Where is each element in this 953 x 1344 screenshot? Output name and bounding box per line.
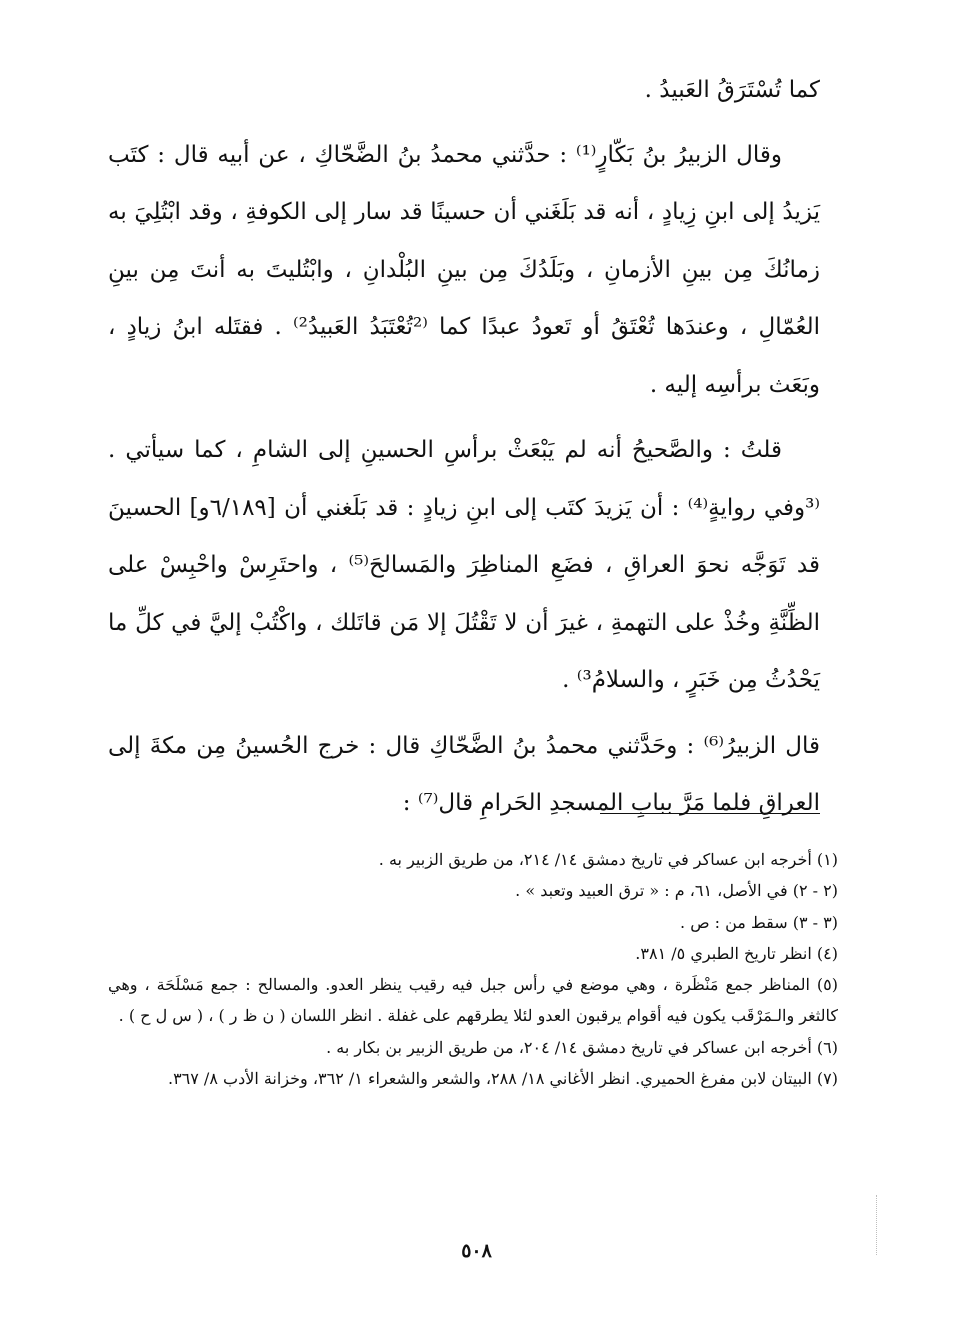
paragraph-zubayr-report: وقال الزبيرُ بنُ بَكّارٍ⁽¹⁾ : حدَّثني محمدُ بنُ الضَّحّاكِ ، عن أبيه قال : كتَب يَزيدُ إلى ابنِ زِيادٍ ، أنه قد بَلَغَني أن حسينًا قد سار إلى الكوفةِ ، وقد ابْتُلِيَ به زمانُكَ مِن بينِ الأزمانِ ، وبَلَدُكَ مِن بينِ البُلْدانِ ، وابْتُليتَ به أنتَ مِن بينِ العُمّالِ ، وعندَها تُعْتَقُ أو تَعودُ عبدًا كما ⁽²تُعْتَبَدُ العَبيدُ²⁾ . فقتَله ابنُ زيادٍ ، وبَعَث برأسِه إليه . bbox=[108, 141, 820, 398]
footnotes-block bbox=[108, 844, 838, 1094]
footnote-4: (٤) انظر تاريخ الطبري ٥/ ٣٨١. bbox=[635, 943, 838, 963]
scan-margin-mark bbox=[876, 1195, 879, 1255]
footnote-1: (١) أخرجه ابن عساكر في تاريخ دمشق ١٤/ ٢١٤، من طريق الزبير به . bbox=[378, 850, 838, 869]
footnote-divider bbox=[600, 813, 820, 814]
footnote-6: (٦) أخرجه ابن عساكر في تاريخ دمشق ١٤/ ٢٠٤، من طريق الزبير بن بكار به . bbox=[326, 1037, 838, 1057]
paragraph-husayn-departure: قال الزبيرُ⁽⁶⁾ : وحَدَّثني محمدُ بنُ الضَّحّاكِ قال : خرج الحُسينُ مِن مكةَ إلى العراقِ فلما مَرَّ ببابِ المسجدِ الحَرامِ قال⁽⁷⁾ : bbox=[108, 732, 820, 816]
verse-ending-line: كما تُسْتَرَقُ العَبيدُ . bbox=[644, 77, 820, 103]
footnote-5: (٥) المناظر جمع مَنْظَرة ، وهي موضع في رأس جبل فيه رقيب ينظر العدو. والمسالح : جمع مَسْلَحَة ، وهي كالثغر والـمَرْقَب يكون فيه أقوام يرقبون العدو لئلا يطرقهم على غفلة . انظر اللسان ( ن ظ ر ) ، ( س ل ح ) . bbox=[108, 975, 838, 1026]
main-text-block bbox=[108, 62, 820, 841]
footnote-3: (٣ - ٣) سقط من : ص . bbox=[680, 912, 838, 932]
page-number: ٥٠٨ bbox=[461, 1240, 492, 1262]
footnote-2: (٢ - ٢) في الأصل، ٦١، م : « ترق العبيد وتعبد » . bbox=[515, 881, 838, 901]
paragraph-author-comment: قلتُ : والصَّحيحُ أنه لم يَبْعَثْ برأسِ الحسينِ إلى الشامِ ، كما سيأتي . ⁽³وفي روايةٍ⁽⁴⁾ : أن يَزيدَ كتَب إلى ابنِ زيادٍ : قد بَلَغني أن [٦/١٨٩و] الحسينَ قد تَوَجَّه نحوَ العراقِ ، فضَعِ المناظِرَ والمَسالحَ⁽⁵⁾ ، واحتَرِسْ واحْبِسْ على الظِّنَّةِ وخُذْ على التهمةِ ، غيرَ أن لا تَقْتُلَ إلا مَن قاتَلك ، واكْتُبْ إليَّ في كلِّ ما يَحْدُثُ مِن خَبَرٍ ، والسلامُ³⁾ . bbox=[108, 437, 821, 693]
footnote-7: (٧) البيتان لابن مفرغ الحميري. انظر الأغاني ١٨/ ٢٨٨، والشعر والشعراء ١/ ٣٦٢، وخزانة الأدب ٨/ ٣٦٧. bbox=[167, 1069, 838, 1089]
